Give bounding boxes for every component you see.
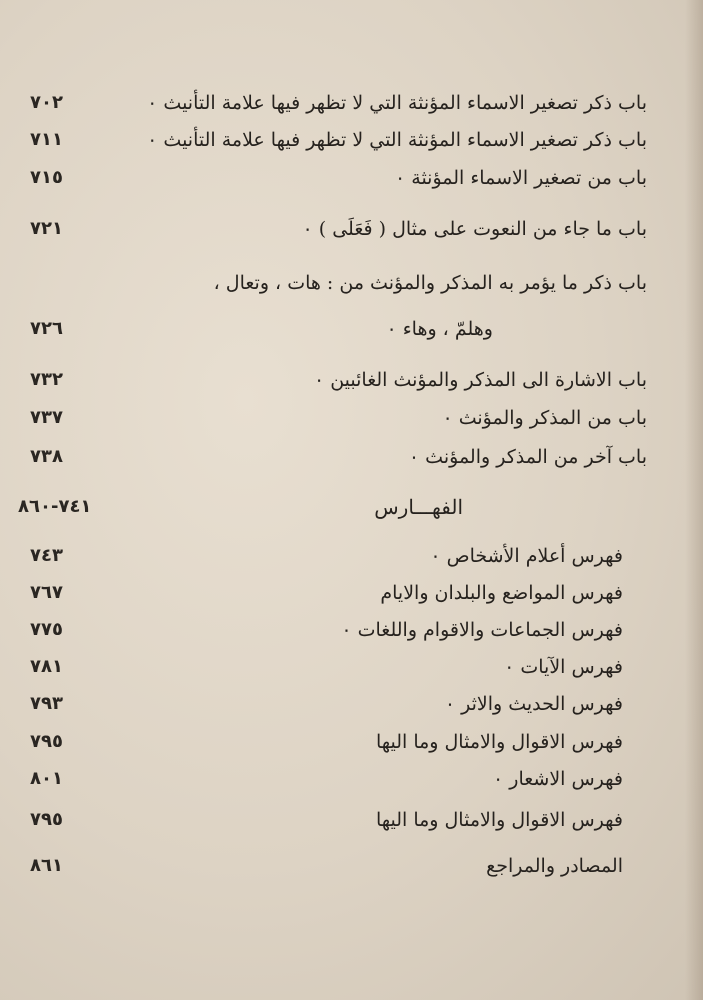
- toc-entry-title: باب ذكر تصغير الاسماء المؤنثة التي لا تظهر فيها علامة التأنيث ٠: [147, 92, 647, 114]
- index-entry-page: ٧٩٥: [30, 731, 63, 752]
- toc-entry-page: ٧٣٧: [30, 407, 63, 428]
- index-entry: [0, 652, 703, 682]
- index-entry-page: ٧٩٥: [30, 809, 63, 830]
- toc-entry: [0, 403, 703, 433]
- toc-entry: [0, 125, 703, 155]
- toc-entry-page: ٧٣٢: [30, 369, 63, 390]
- index-entry-page: ٧٨١: [30, 656, 63, 677]
- toc-entry-page: ٧١١: [30, 129, 63, 150]
- index-entry-page: ٨٦١: [30, 855, 63, 876]
- index-entry-title: فهرس الآيات ٠: [504, 656, 623, 678]
- toc-entry-title: باب آخر من المذكر والمؤنث ٠: [408, 446, 647, 468]
- index-entry-title: فهرس الاقوال والامثال وما اليها: [375, 731, 623, 753]
- toc-entry-title: باب ذكر تصغير الاسماء المؤنثة التي لا تظهر فيها علامة التأنيث ٠: [147, 129, 647, 151]
- toc-entry-continuation: [0, 314, 703, 344]
- index-entry-title: فهرس الاشعار ٠: [493, 768, 623, 790]
- index-entry: [0, 805, 703, 835]
- index-heading-page-range: ٧٤١-٨٦٠: [18, 496, 92, 517]
- toc-entry-title: وهلمّ ، وهاء ٠: [386, 318, 493, 340]
- toc-entry-title: باب الاشارة الى المذكر والمؤنث الغائبين ٠: [313, 369, 647, 391]
- index-entry: [0, 578, 703, 608]
- toc-entry-title: باب ما جاء من النعوت على مثال ( فَعَلَى ) ٠: [302, 218, 647, 240]
- index-entry: [0, 689, 703, 719]
- index-heading-row: [0, 492, 703, 522]
- toc-entry-page: ٧١٥: [30, 167, 63, 188]
- index-entry: [0, 615, 703, 645]
- toc-entry-title: باب من تصغير الاسماء المؤنثة ٠: [395, 167, 647, 189]
- toc-entry-title: باب ذكر ما يؤمر به المذكر والمؤنث من : هات ، وتعال ،: [213, 272, 647, 294]
- toc-entry-page: ٧٢٦: [30, 318, 63, 339]
- toc-entry: [0, 163, 703, 193]
- index-entry-page: ٨٠١: [30, 768, 63, 789]
- toc-entry-page: ٧٣٨: [30, 446, 63, 467]
- index-entry-title: فهرس الحديث والاثر ٠: [444, 693, 623, 715]
- toc-entry-page: ٧٠٢: [30, 92, 63, 113]
- index-entry-title: المصادر والمراجع: [486, 855, 623, 877]
- index-entry: [0, 851, 703, 881]
- index-entry-title: فهرس المواضع والبلدان والايام: [380, 582, 623, 604]
- index-heading: الفهـــارس: [374, 495, 463, 519]
- toc-entry-page: ٧٢١: [30, 218, 63, 239]
- index-entry: [0, 764, 703, 794]
- index-entry-page: ٧٤٣: [30, 545, 63, 566]
- toc-entry: [0, 268, 703, 298]
- index-entry-title: فهرس أعلام الأشخاص ٠: [430, 545, 623, 567]
- index-entry-title: فهرس الاقوال والامثال وما اليها: [375, 809, 623, 831]
- index-entry-page: ٧٦٧: [30, 582, 63, 603]
- toc-entry: [0, 214, 703, 244]
- toc-entry-title: باب من المذكر والمؤنث ٠: [442, 407, 647, 429]
- index-entry-page: ٧٩٣: [30, 693, 63, 714]
- index-entry: [0, 727, 703, 757]
- index-entry-title: فهرس الجماعات والاقوام واللغات ٠: [341, 619, 623, 641]
- toc-entry: [0, 365, 703, 395]
- toc-entry: [0, 88, 703, 118]
- index-entry: [0, 541, 703, 571]
- toc-entry: [0, 442, 703, 472]
- index-entry-page: ٧٧٥: [30, 619, 63, 640]
